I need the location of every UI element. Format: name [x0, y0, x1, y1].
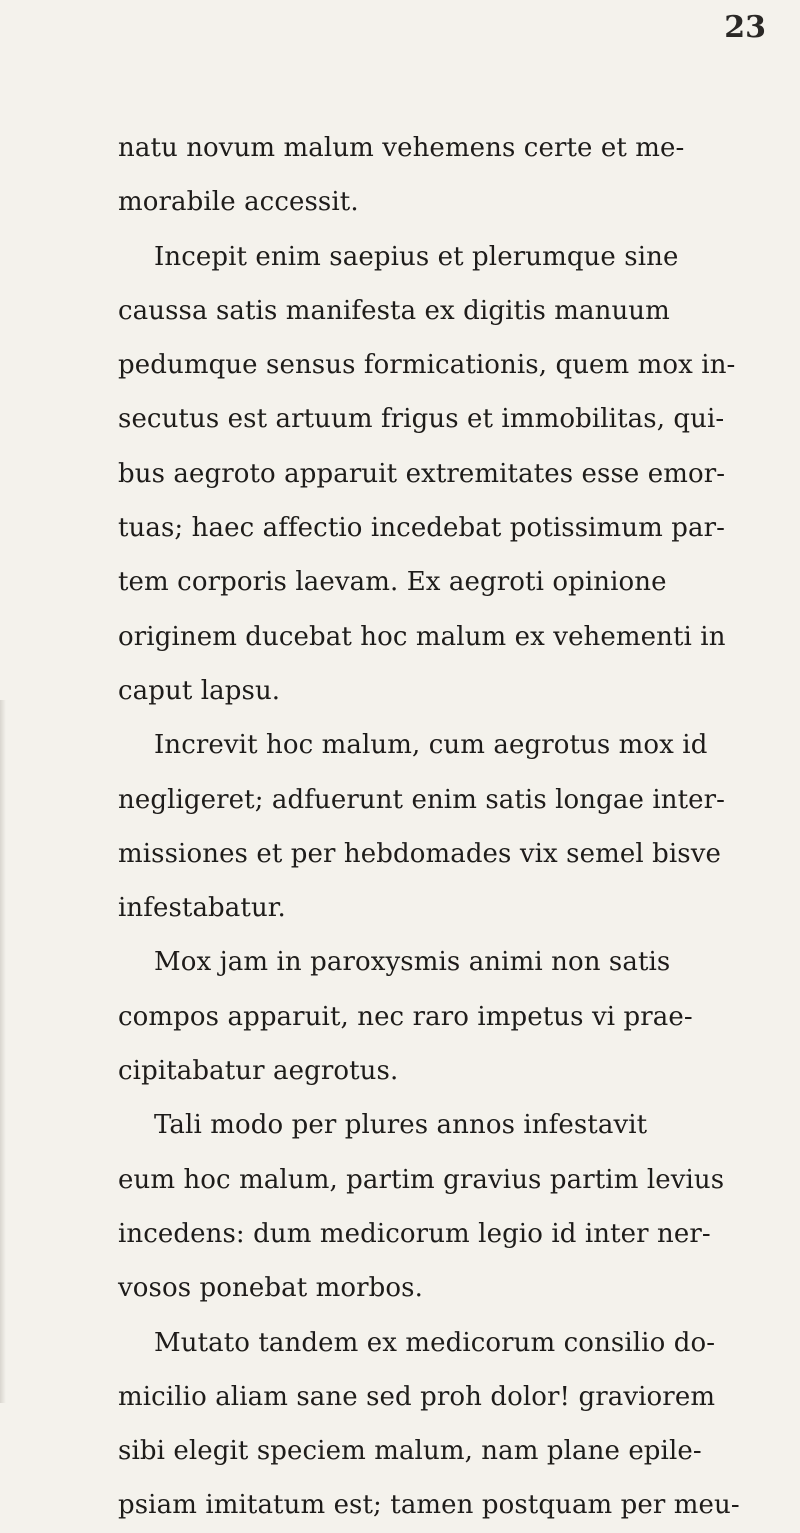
page-gutter-shadow — [0, 700, 6, 1403]
page-number: 23 — [724, 10, 766, 45]
text-line: natu novum malum vehemens certe et me- — [118, 133, 685, 163]
text-line: eum hoc malum, partim gravius partim levius — [118, 1164, 725, 1195]
text-line: originem ducebat hoc malum ex vehementi in — [118, 621, 726, 652]
text-line: secutus est artuum frigus et immobilitas, qui- — [118, 404, 725, 435]
text-line: missiones et per hebdomades vix semel bisve — [118, 838, 722, 869]
text-line: vosos ponebat morbos. — [118, 1273, 423, 1304]
text-line: Increvit hoc malum, cum aegrotus mox id — [154, 730, 708, 761]
text-line: compos apparuit, nec raro impetus vi prae- — [118, 1001, 693, 1032]
text-line: morabile accessit. — [118, 187, 359, 218]
text-line: sibi elegit speciem malum, nam plane epile- — [118, 1436, 702, 1467]
text-line: negligeret; adfuerunt enim satis longae inter- — [118, 784, 726, 815]
body-text — [118, 121, 764, 1533]
text-line: cipitabatur aegrotus. — [118, 1056, 399, 1087]
text-line: caput lapsu. — [118, 675, 281, 706]
text-line: incedens: dum medicorum legio id inter ner- — [118, 1218, 711, 1249]
text-line: Incepit enim saepius et plerumque sine — [154, 241, 679, 272]
text-line: Mox jam in paroxysmis animi non satis — [154, 947, 671, 978]
text-line: caussa satis manifesta ex digitis manuum — [118, 295, 670, 326]
text-line: Mutato tandem ex medicorum consilio do- — [154, 1327, 716, 1358]
text-line: psiam imitatum est; tamen postquam per meu- — [118, 1490, 740, 1521]
text-line: pedumque sensus formicationis, quem mox in- — [118, 350, 736, 381]
text-line: micilio aliam sane sed proh dolor! graviorem — [118, 1381, 716, 1412]
text-line: tem corporis laevam. Ex aegroti opinione — [118, 567, 667, 598]
text-line: bus aegroto apparuit extremitates esse emor- — [118, 458, 726, 489]
text-line: Tali modo per plures annos infestavit — [154, 1110, 648, 1141]
text-line: infestabatur. — [118, 893, 286, 924]
text-line: tuas; haec affectio incedebat potissimum par- — [118, 513, 726, 544]
